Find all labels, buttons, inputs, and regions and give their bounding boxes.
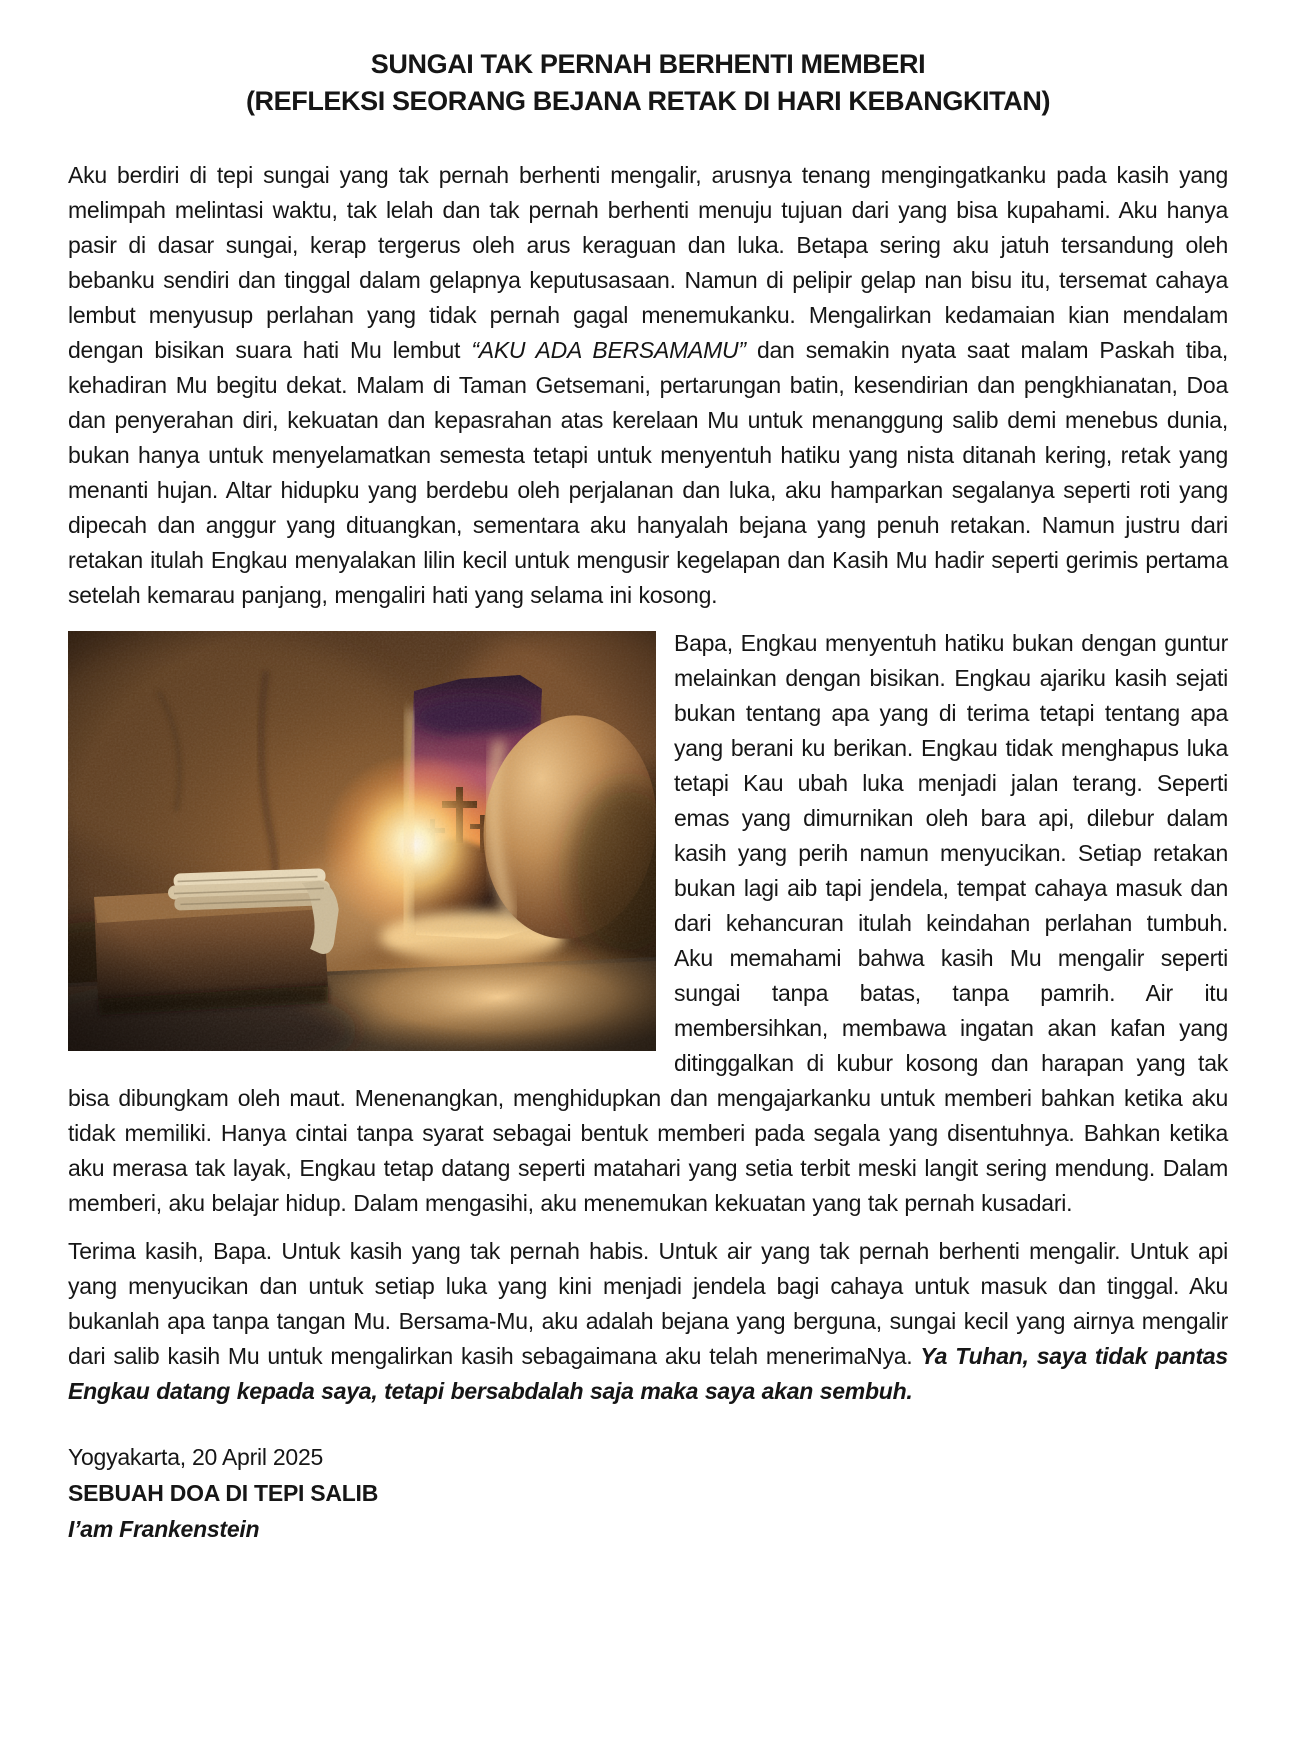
signature-place-date: Yogyakarta, 20 April 2025 <box>68 1444 324 1470</box>
paragraph-prayer-text: Bapa, Engkau menyentuh hatiku bukan dengan guntur melainkan dengan bisikan. Engkau ajariku kasih sejati bukan tentang apa yang di terima tetapi tentang apa yang berani ku berikan. Engkau tidak menghapus luka tetapi Kau ubah luka menjadi jalan terang. Seperti emas yang dimurnikan oleh bara api, dilebur dalam kasih yang perih namun menyucikan. Setiap retakan bukan lagi aib tapi jendela, tempat cahaya masuk dan dari kehancuran itulah keindahan perlahan tumbuh. Aku memahami bahwa kasih Mu mengalir seperti sungai tanpa batas, tanpa pamrih. Air itu membersihkan, membawa ingatan akan kafan yang ditinggalkan di kubur kosong dan harapan yang tak bisa dibungkam oleh maut. Menenangkan, menghidupkan dan mengajarkanku untuk memberi bahkan ketika aku tidak memiliki. Hanya cintai tanpa syarat sebagai bentuk memberi pada segala yang disentuhnya. Bahkan ketika aku merasa tak layak, Engkau tetap datang seperti matahari yang setia terbit meski langit sering mendung. Dalam memberi, aku belajar hidup. Dalam mengasihi, aku menemukan kekuatan yang tak pernah kusadari. <box>68 630 1228 1216</box>
paragraph-thanks-pre: Terima kasih, Bapa. Untuk kasih yang tak pernah habis. Untuk air yang tak pernah berhenti mengalir. Untuk api yang menyucikan dan untuk setiap luka yang kini menjadi jendela bagi cahaya untuk masuk dan tinggal. Aku bukanlah apa tanpa tangan Mu. Bersama-Mu, aku adalah bejana yang berguna, sungai kecil yang airnya mengalir dari salib kasih Mu untuk mengalirkan kasih sebagaimana aku telah menerimaNya. <box>68 1238 1228 1369</box>
signature-work-title: SEBUAH DOA DI TEPI SALIB <box>68 1480 379 1506</box>
paragraph-thanks <box>68 1234 1228 1409</box>
paragraph-opening <box>68 158 1228 613</box>
signature-block <box>68 1439 1228 1547</box>
paragraph-prayer <box>68 626 1228 1221</box>
signature-author: I’am Frankenstein <box>68 1516 260 1542</box>
document-title <box>68 46 1228 120</box>
photo-vignette <box>68 631 656 1051</box>
empty-tomb-photo <box>68 631 656 1051</box>
divine-quote: “AKU ADA BERSAMAMU” <box>471 337 746 363</box>
paragraph-opening-post: dan semakin nyata saat malam Paskah tiba, kehadiran Mu begitu dekat. Malam di Taman Getsemani, pertarungan batin, kesendirian dan pengkhianatan, Doa dan penyerahan diri, kekuatan dan kepasrahan atas kerelaan Mu untuk menanggung salib demi menebus dunia, bukan hanya untuk menyelamatkan semesta tetapi untuk menyentuh hatiku yang nista ditanah kering, retak yang menanti hujan. Altar hidupku yang berdebu oleh perjalanan dan luka, aku hamparkan segalanya seperti roti yang dipecah dan anggur yang dituangkan, sementara aku hanyalah bejana yang penuh retakan. Namun justru dari retakan itulah Engkau menyalakan lilin kecil untuk mengusir kegelapan dan Kasih Mu hadir seperti gerimis pertama setelah kemarau panjang, mengaliri hati yang selama ini kosong. <box>68 337 1229 608</box>
document-title-line2: (REFLEKSI SEORANG BEJANA RETAK DI HARI KEBANGKITAN) <box>245 86 1051 116</box>
paragraph-opening-pre: Aku berdiri di tepi sungai yang tak pernah berhenti mengalir, arusnya tenang mengingatkanku pada kasih yang melimpah melintasi waktu, tak lelah dan tak pernah berhenti menuju tujuan dari yang bisa kupahami. Aku hanya pasir di dasar sungai, kerap tergerus oleh arus keraguan dan luka. Betapa sering aku jatuh tersandung oleh bebanku sendiri dan tinggal dalam gelapnya keputusasaan. Namun di pelipir gelap nan bisu itu, tersemat cahaya lembut menyusup perlahan yang tidak pernah gagal menemukanku. Mengalirkan kedamaian kian mendalam dengan bisikan suara hati Mu lembut <box>68 162 1228 363</box>
document-title-line1: SUNGAI TAK PERNAH BERHENTI MEMBERI <box>370 49 926 79</box>
closing-quote: Ya Tuhan, saya tidak pantas Engkau datang kepada saya, tetapi bersabdalah saja maka saya akan sembuh. <box>68 1343 1228 1404</box>
